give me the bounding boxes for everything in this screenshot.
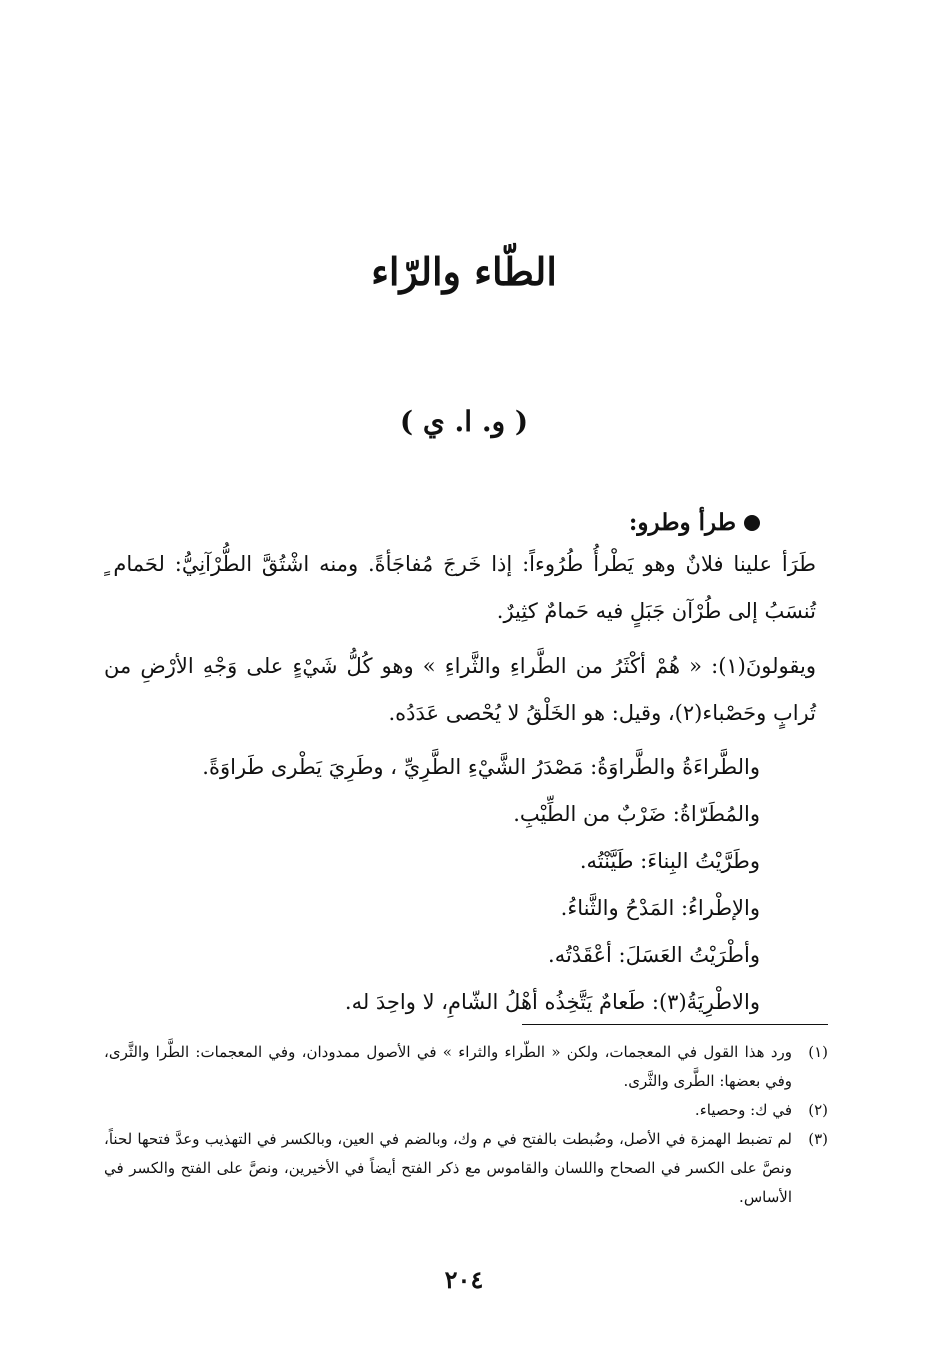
definition-line: وطَرَّيْتُ البِناءَ: طَيَّنْتُه. — [579, 849, 760, 873]
definition-list — [104, 744, 760, 1026]
footnote-text: ورد هذا القول في المعجمات، ولكن « الطّراء والثراء » في الأصول ممدودان، وفي المعجمات: الطَّرا والثَّرى، وفي بعضها: الطَّرى والثَّرى. — [104, 1043, 792, 1090]
bullet-icon — [744, 515, 760, 531]
definition-line: والطَّراءَةُ والطَّراوَةُ: مَصْدَرُ الشَّيْءِ الطَّرِيِّ ، وطَرِيَ يَطْرى طَراوَةً. — [202, 755, 760, 779]
footnote-text: في ك: وحصياء. — [694, 1101, 792, 1119]
definition-line: والاطْرِيَةُ(٣): طَعامٌ يَتَّخِذُه أهْلُ الشّامِ، لا واحِدَ له. — [344, 990, 760, 1014]
paragraph: طَرَأ علينا فلانٌ وهو يَطْرأُ طُرُوءاً: إذا خَرجَ مُفاجَأةً. ومنه اشْتُقَّ الطُّرْآنِيُّ: لحَمام ٍ تُنسَبُ إلى طُرْآن جَبَلٍ فيه حَمامٌ كثِيرٌ. — [104, 552, 816, 623]
chapter-title: الطّاء والرّاء — [371, 249, 557, 294]
definition-line: والإطْراءُ: المَدْحُ والثَّناءُ. — [560, 896, 760, 920]
footnotes — [104, 1038, 828, 1212]
section-title: ( و. ا. ي ) — [399, 405, 529, 438]
paragraph: ويقولونَ(١): « هُمْ أكْثَرُ من الطَّراءِ والثَّراءِ » وهو كُلُّ شَيْءٍ على وَجْهِ الأرْضِ من تُرابٍ وحَصْباء(٢)، وقيل: هو الخَلْقُ لا يُحْصى عَدَدُه. — [104, 654, 816, 725]
footnote-number: (٣) — [808, 1130, 828, 1148]
footnote-number: (١) — [808, 1043, 828, 1061]
footnote-divider — [522, 1024, 828, 1025]
definition-line: وأطْرَيْتُ العَسَلَ: أعْقَدْتُه. — [548, 943, 760, 967]
footnote — [104, 1038, 828, 1096]
footnote-number: (٢) — [808, 1101, 828, 1119]
entry-heading-text: طرأ وطرو: — [628, 509, 736, 536]
definition-line: والمُطَرّاةُ: ضَرْبٌ من الطِّيْبِ. — [513, 802, 760, 826]
footnote — [104, 1125, 828, 1212]
footnote — [104, 1096, 828, 1125]
entry-heading — [629, 503, 760, 543]
footnote-text: لم تضبط الهمزة في الأصل، وضُبطت بالفتح في م وك، وبالضم في العين، وبالكسر في التهذيب وعدَّ فتحها لحناً، ونصَّ على الكسر في الصحاح واللسان والقاموس مع ذكر الفتح أيضاً في الأخيرين، ونصَّ على الفتح والكسر في الأساس. — [104, 1130, 792, 1206]
page-number: ٢٠٤ — [444, 1265, 484, 1294]
